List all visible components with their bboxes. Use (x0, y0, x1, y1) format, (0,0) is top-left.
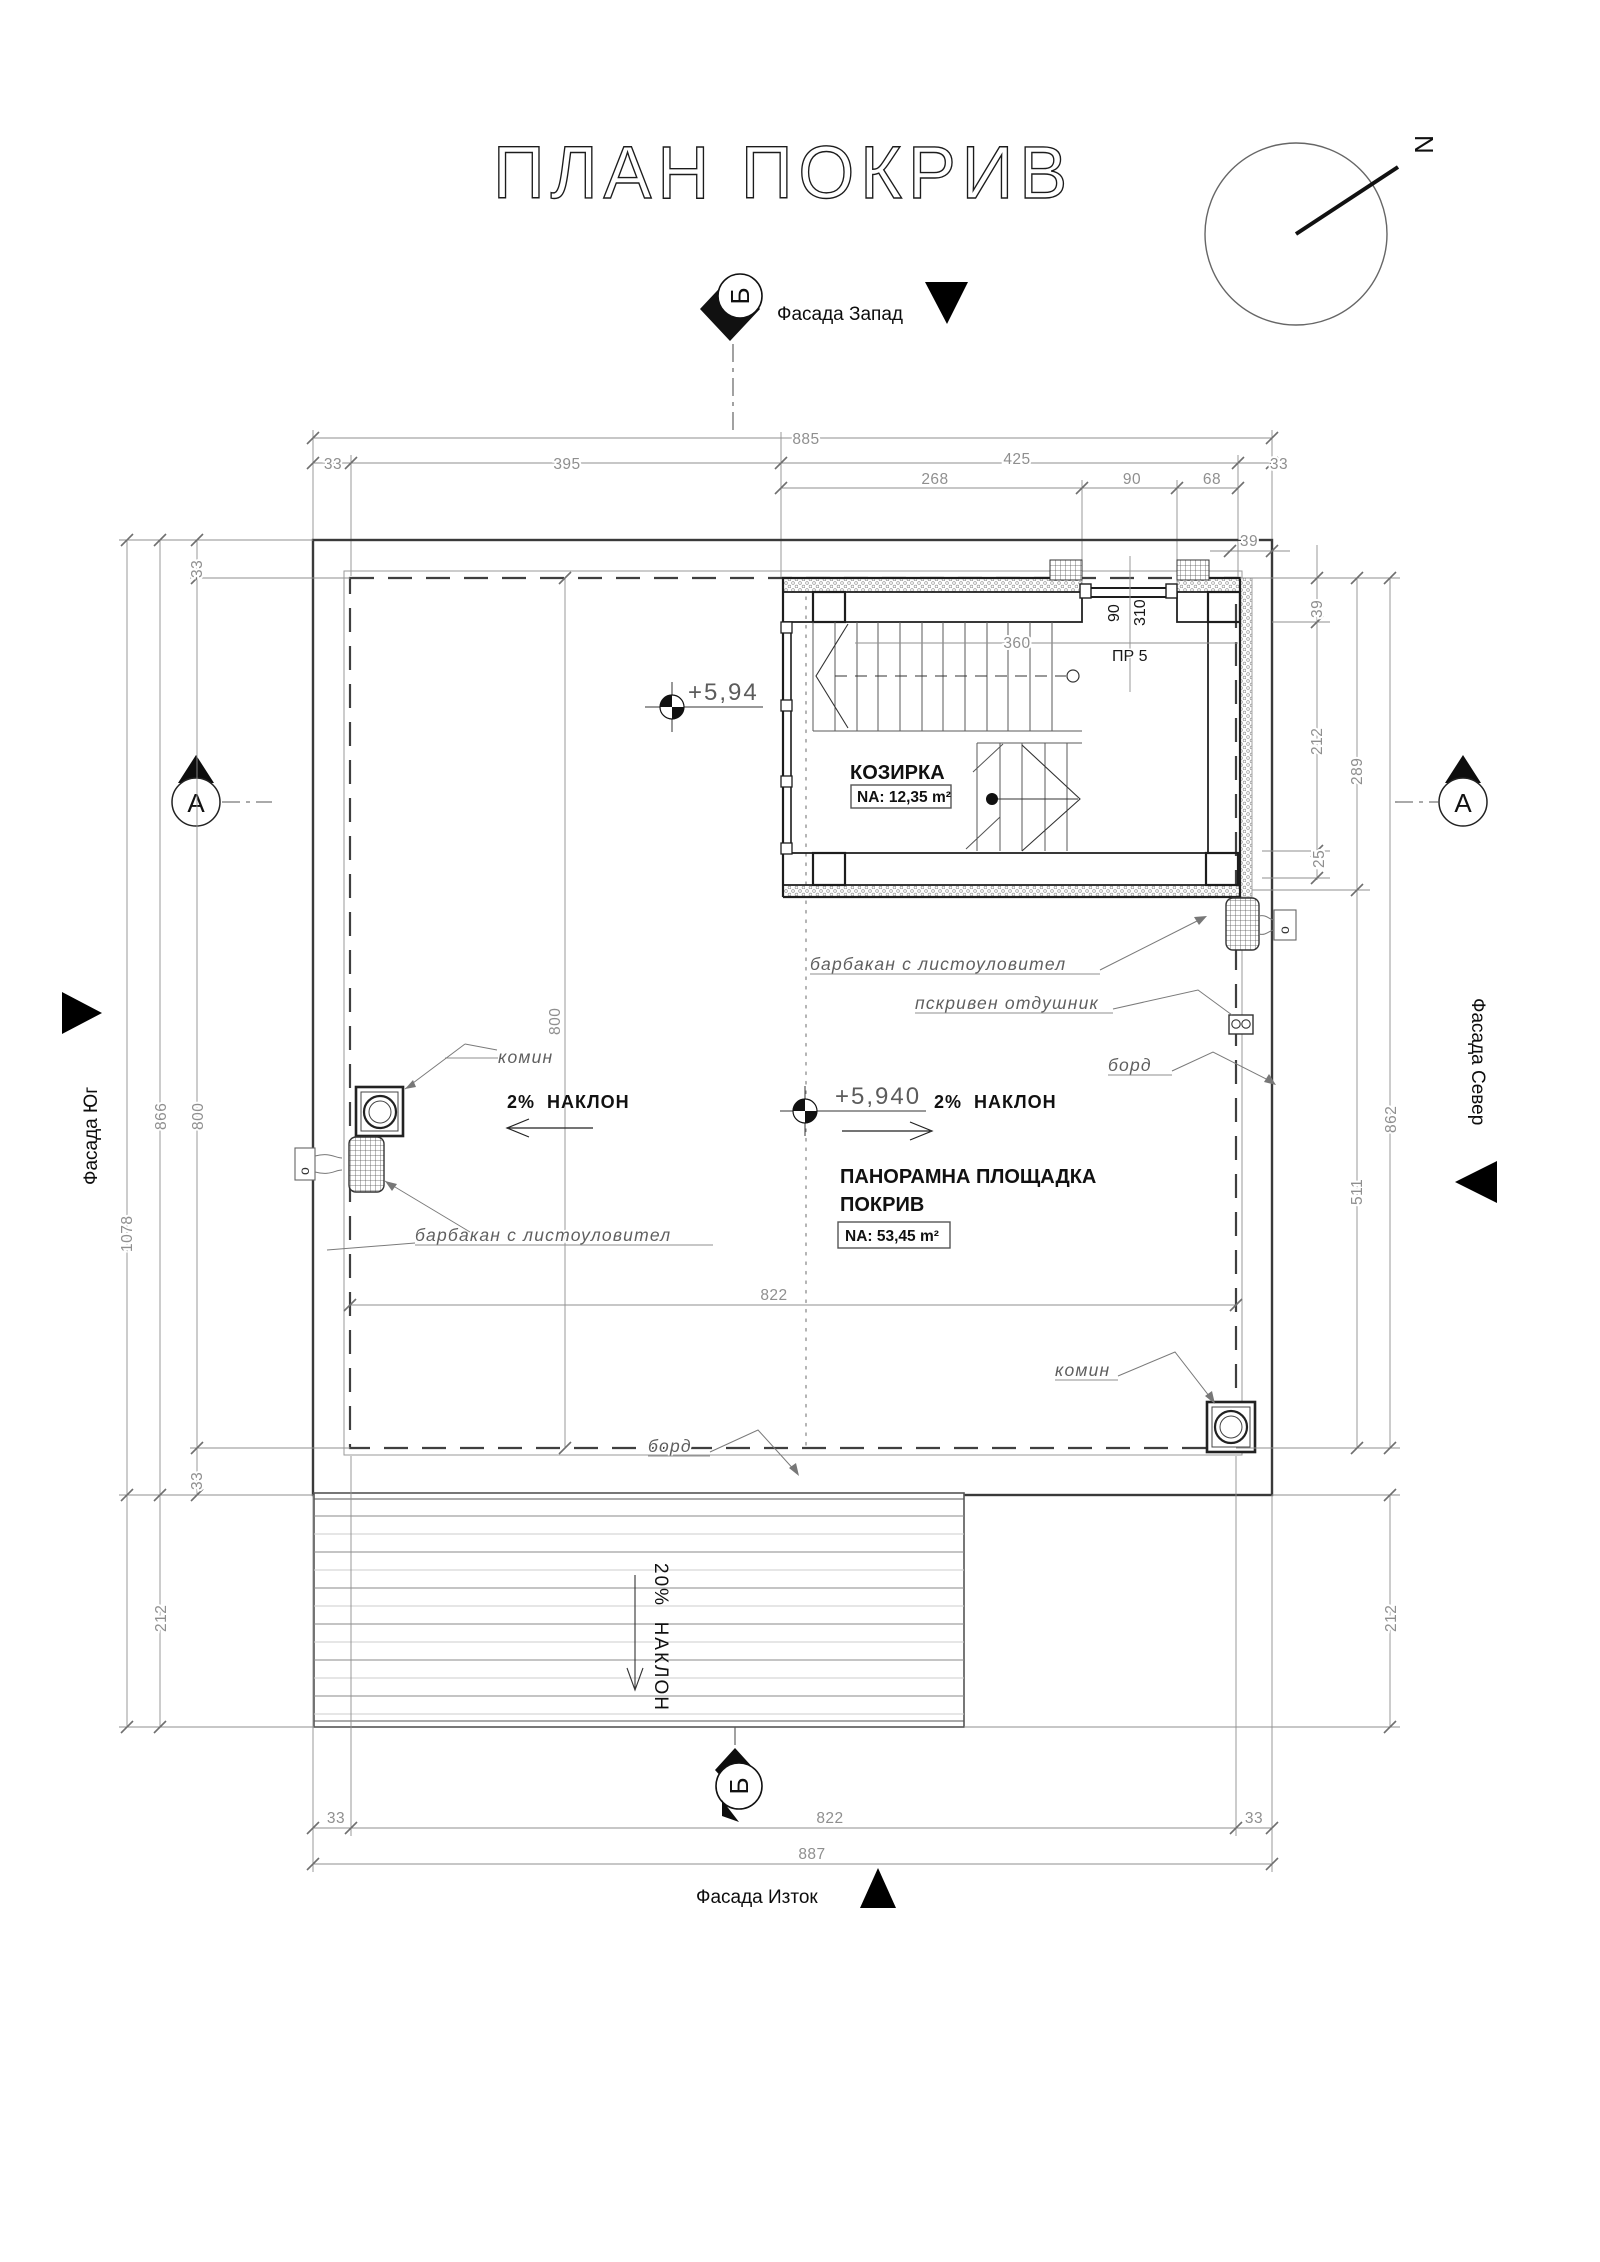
glazed-wall (781, 622, 792, 854)
dim-right-212b: 212 (1383, 1604, 1400, 1632)
elevation-main-value: +5,940 (835, 1083, 922, 1110)
stairs-upper-flight (813, 622, 1082, 731)
slope-right-label: 2% НАКЛОН (934, 1092, 1057, 1112)
label-bord-bottom: борд (648, 1436, 692, 1456)
stair-enclosure (781, 556, 1252, 897)
facade-east-label: Фасада Изток (696, 1887, 818, 1908)
elevation-upper (645, 679, 763, 732)
spout-left-letter: о (296, 1167, 312, 1175)
slope-lower-label: 20% НАКЛОН (650, 1563, 671, 1713)
page-title: ПЛАН ПОКРИВ (493, 131, 1073, 214)
panorama-label (838, 1166, 1096, 1248)
panorama-line2: ПОКРИВ (840, 1194, 925, 1216)
facade-north-arrow-icon (1455, 1161, 1497, 1203)
dim-left-1078: 1078 (119, 1215, 136, 1252)
dim-left-33t: 33 (189, 559, 206, 578)
facade-west-label: Фасада Запад (777, 304, 903, 325)
dim-opening-310: 310 (1132, 599, 1149, 626)
dim-opening-90: 90 (1106, 604, 1123, 622)
dim-top-total: 885 (792, 431, 820, 448)
north-compass-icon (1205, 135, 1439, 325)
chimney-left (356, 1087, 403, 1136)
annotation-barbakan-left (327, 1181, 713, 1250)
dimension-chain-right (964, 533, 1400, 1733)
annotation-bord-right (1108, 1052, 1276, 1085)
annotation-chimney-right (1055, 1352, 1215, 1404)
section-b-top-letter: Б (725, 287, 755, 305)
slope-left-label: 2% НАКЛОН (507, 1092, 630, 1112)
dim-left-212: 212 (153, 1604, 170, 1632)
room-kozirka-name: КОЗИРКА (850, 762, 945, 784)
lower-roof (314, 1493, 964, 1727)
dim-stairs-360: 360 (1003, 635, 1031, 652)
facade-west-marker (700, 274, 968, 432)
dim-bottom-33l: 33 (326, 1810, 346, 1827)
elevation-upper-value: +5,94 (688, 679, 759, 706)
annotation-bord-bottom (648, 1430, 799, 1476)
dim-bottom-33r: 33 (1244, 1810, 1264, 1827)
column (813, 592, 845, 622)
dim-right-212: 212 (1309, 727, 1326, 755)
curb (1050, 560, 1082, 580)
dim-top-425: 425 (1003, 451, 1031, 468)
facade-east-marker (696, 1868, 896, 1908)
vent-box (1229, 1015, 1253, 1034)
facade-west-arrow-icon (925, 282, 968, 324)
roof-outline (313, 540, 1272, 1495)
railing (1080, 584, 1177, 598)
label-barbakan-right: барбакан с листоуловител (810, 954, 1067, 974)
dim-interior-822: 822 (760, 1287, 788, 1304)
dim-top-395: 395 (553, 456, 581, 473)
section-a-left-marker (172, 755, 272, 826)
dim-bottom-887: 887 (798, 1846, 826, 1863)
dimension-chain-top (307, 430, 1288, 578)
slope-left (507, 1092, 630, 1137)
dim-left-866: 866 (153, 1102, 170, 1130)
facade-south-arrow-icon (62, 992, 102, 1034)
spout-right-letter: о (1276, 926, 1292, 934)
section-a-right-letter: A (1454, 788, 1472, 818)
facade-north-marker (1455, 998, 1497, 1203)
room-kozirka-area: NA: 12,35 m² (857, 789, 951, 806)
annotation-barbakan-right (810, 916, 1207, 974)
panorama-area: NA: 53,45 m² (845, 1228, 939, 1245)
label-bord-right: борд (1108, 1055, 1152, 1075)
annotation-chimney-left (405, 1044, 553, 1089)
dim-interior-800: 800 (547, 1007, 564, 1035)
dim-right-862: 862 (1383, 1105, 1400, 1133)
section-a-left-letter: A (187, 788, 205, 818)
dim-39v: 39 (1309, 599, 1326, 618)
facade-north-label: Фасада Север (1467, 998, 1488, 1126)
column (1206, 853, 1238, 885)
dim-39h: 39 (1239, 533, 1259, 550)
elevation-main (780, 1083, 926, 1136)
label-vent: пскривен отдушник (915, 993, 1099, 1013)
dim-top-268: 268 (921, 471, 949, 488)
facade-south-marker (62, 992, 102, 1185)
barbakan-right (1226, 898, 1296, 950)
dim-top-90: 90 (1122, 471, 1142, 488)
panorama-line1: ПАНОРАМНА ПЛОЩАДКА (840, 1166, 1097, 1188)
section-a-right-marker (1395, 755, 1487, 826)
section-b-bottom-marker (715, 1727, 762, 1822)
label-komin-right: комин (1055, 1360, 1111, 1380)
curb (1177, 560, 1209, 580)
annotation-vent (915, 990, 1232, 1015)
barbakan-left (295, 1137, 384, 1192)
chimney-right (1207, 1402, 1255, 1452)
stairs-lower-flight (966, 743, 1082, 851)
dim-left-33b: 33 (189, 1471, 206, 1490)
dim-right-25: 25 (1311, 849, 1328, 868)
dim-right-289: 289 (1349, 757, 1366, 785)
label-komin-left: комин (498, 1047, 554, 1067)
dim-top-33r: 33 (1269, 456, 1289, 473)
dim-right-511: 511 (1349, 1178, 1366, 1205)
label-pr5: ПР 5 (1112, 648, 1148, 665)
facade-south-label: Фасада Юг (81, 1086, 102, 1185)
column (813, 853, 845, 885)
dim-top-68: 68 (1202, 471, 1222, 488)
dim-top-33l: 33 (323, 456, 343, 473)
label-barbakan-left: барбакан с листоуловител (415, 1225, 672, 1245)
dim-bottom-822: 822 (816, 1810, 844, 1827)
section-b-bottom-letter: Б (724, 1777, 754, 1795)
facade-east-arrow-icon (860, 1868, 896, 1908)
dim-left-800: 800 (190, 1102, 207, 1130)
north-letter: N (1409, 135, 1439, 154)
